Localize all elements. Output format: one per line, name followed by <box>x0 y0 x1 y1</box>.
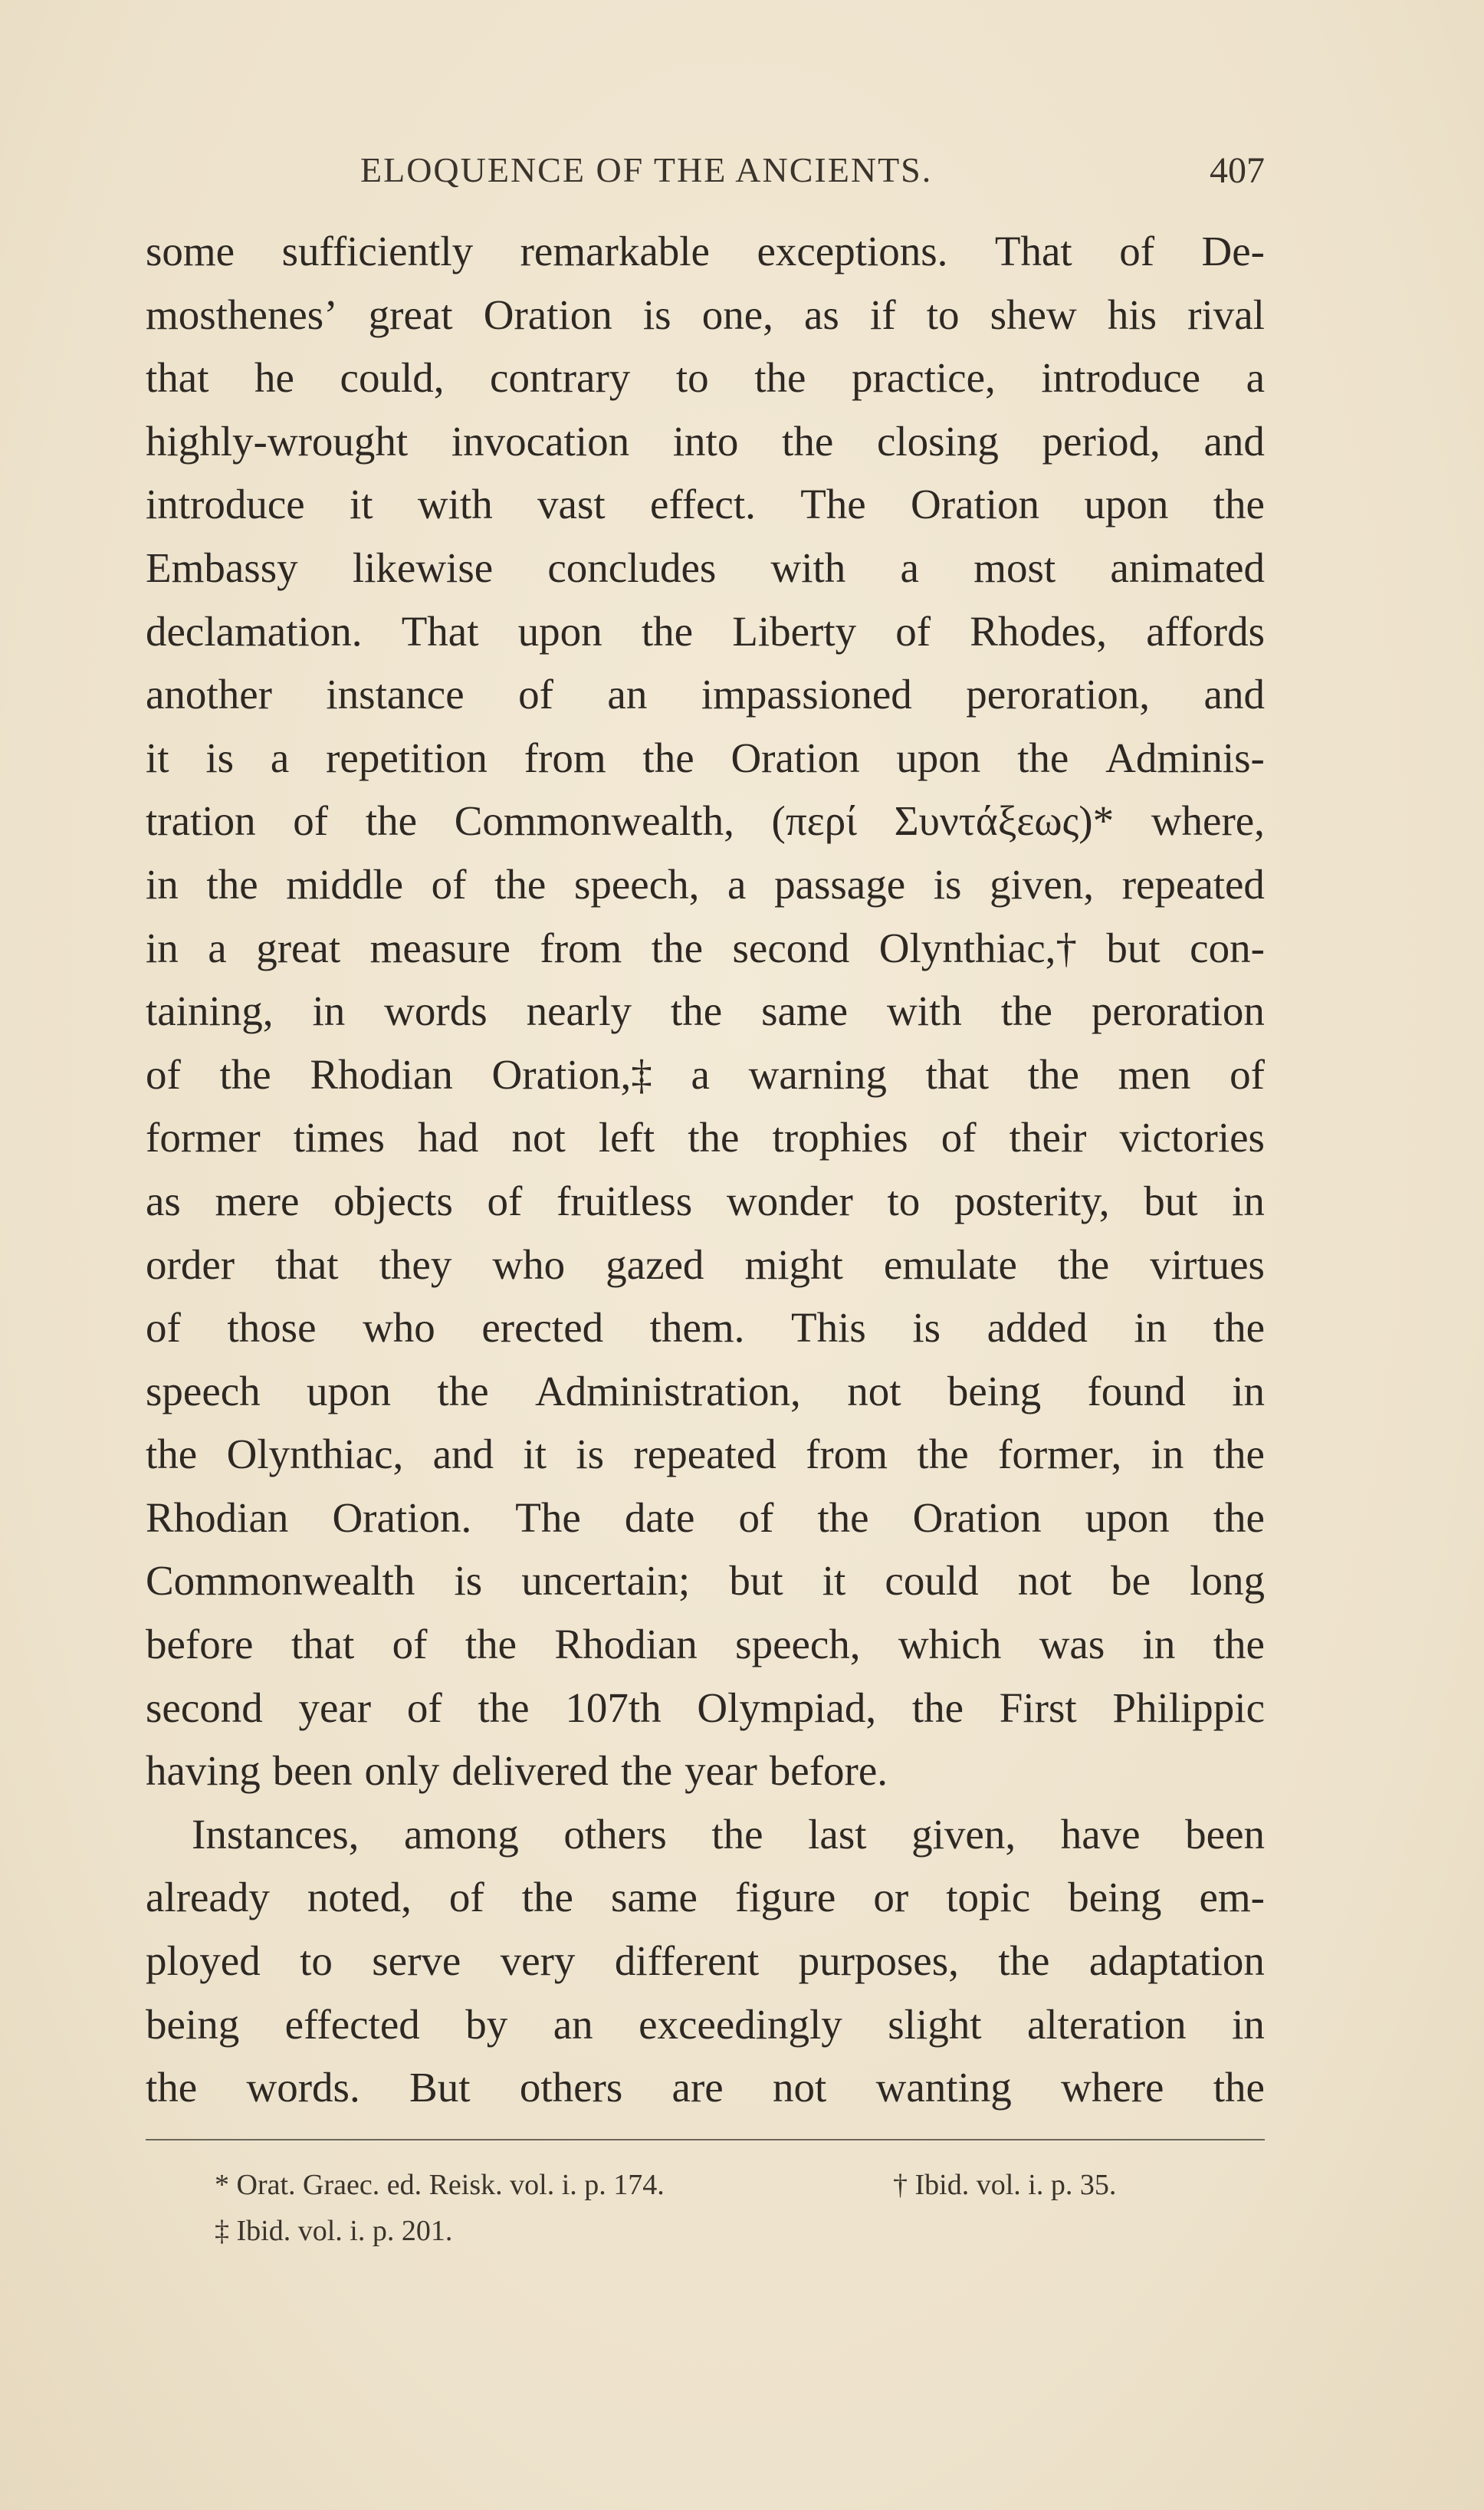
text-line: of the Rhodian Oration,‡ a warning that the men of <box>146 1050 1265 1098</box>
footnote-2: † Ibid. vol. i. p. 35. <box>893 2169 1117 2201</box>
text-line: being effected by an exceedingly slight alteration in <box>146 2000 1265 2048</box>
text-line: second year of the 107th Olympiad, the First Philippic <box>146 1684 1265 1731</box>
body-text <box>146 220 1265 2120</box>
text-line: order that they who gazed might emulate the virtues <box>146 1240 1265 1288</box>
footnote-1: * Orat. Graec. ed. Reisk. vol. i. p. 174. <box>215 2169 665 2201</box>
footnote-3: ‡ Ibid. vol. i. p. 201. <box>215 2215 453 2247</box>
footnote-row <box>146 2208 1265 2254</box>
page-header <box>146 149 1265 203</box>
text-line: speech upon the Administration, not being found in <box>146 1367 1265 1414</box>
text-line: declamation. That upon the Liberty of Rhodes, affords <box>146 607 1265 655</box>
running-head: ELOQUENCE OF THE ANCIENTS. <box>360 150 933 189</box>
text-line: tration of the Commonwealth, (περί Συντάξεως)* where, <box>146 797 1265 845</box>
text-line: in the middle of the speech, a passage is given, repeated <box>146 860 1265 908</box>
text-line: ployed to serve very different purposes, the adaptation <box>146 1937 1265 1985</box>
page-number: 407 <box>1210 150 1265 191</box>
text-line: in a great measure from the second Olynthiac,† but con- <box>146 924 1265 971</box>
text-line: Embassy likewise concludes with a most animated <box>146 544 1265 591</box>
text-line: former times had not left the trophies of their victories <box>146 1114 1265 1161</box>
text-line: another instance of an impassioned peroration, and <box>146 671 1265 718</box>
footnote-rule <box>146 2139 1265 2140</box>
text-line: that he could, contrary to the practice, introduce a <box>146 354 1265 402</box>
text-line: Commonwealth is uncertain; but it could not be long <box>146 1557 1265 1605</box>
text-line: as mere objects of fruitless wonder to posterity, but in <box>146 1177 1265 1224</box>
text-line: Instances, among others the last given, have been <box>192 1810 1265 1858</box>
text-line: before that of the Rhodian speech, which was in the <box>146 1621 1265 1668</box>
text-line: the Olynthiac, and it is repeated from the former, in the <box>146 1431 1265 1478</box>
text-line: mosthenes’ great Oration is one, as if to shew his rival <box>146 291 1265 338</box>
text-line: some sufficiently remarkable exceptions. That of De- <box>146 228 1265 274</box>
text-line: highly-wrought invocation into the closing period, and <box>146 417 1265 465</box>
text-line: it is a repetition from the Oration upon the Adminis- <box>146 734 1265 781</box>
text-line: the words. But others are not wanting where the <box>146 2064 1265 2111</box>
text-line: of those who erected them. This is added in the <box>146 1304 1265 1352</box>
text-line: taining, in words nearly the same with the peroration <box>146 987 1265 1035</box>
footnotes <box>146 2162 1265 2254</box>
text-line: Rhodian Oration. The date of the Oration upon the <box>146 1493 1265 1541</box>
footnote-row <box>146 2162 1265 2208</box>
text-line: having been only delivered the year before. <box>146 1747 888 1795</box>
text-line: introduce it with vast effect. The Oration upon the <box>146 481 1265 528</box>
text-line: already noted, of the same figure or topic being em- <box>146 1874 1265 1921</box>
